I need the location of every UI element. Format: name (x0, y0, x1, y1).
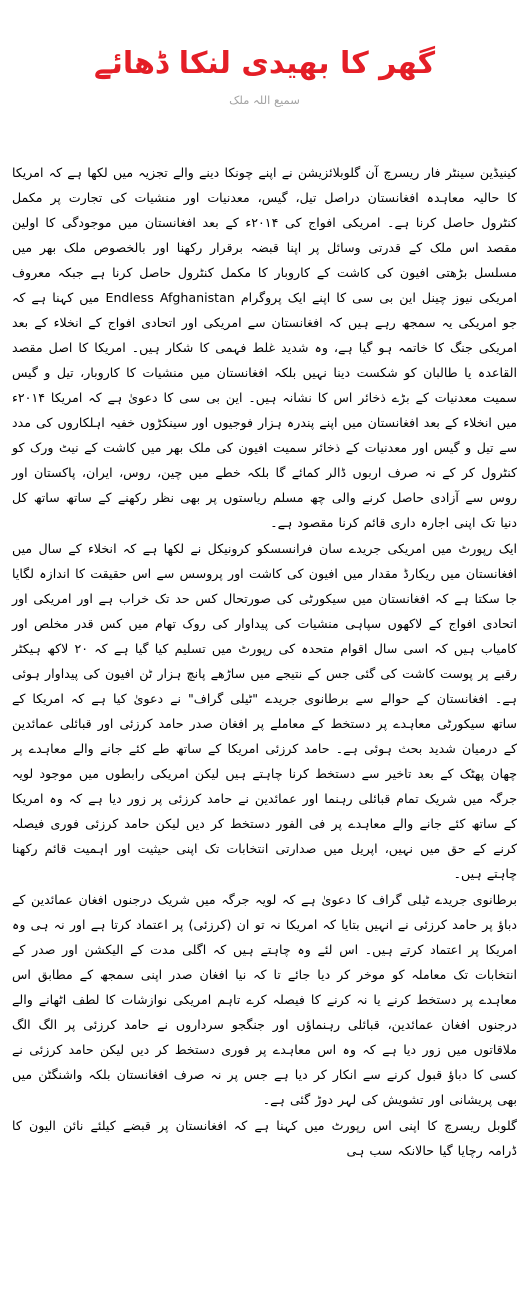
article-headline: گھر کا بھیدی لنکا ڈھائے (93, 46, 436, 81)
article-paragraph-1: کینیڈین سینٹر فار ریسرچ آن گلوبلائزیشن نے اپنے چونکا دینے والے تجزیہ میں لکھا ہے کہ امریکا کا حالیہ معاہدہ افغانستان دراصل تیل، گیس، معدنیات اور منشیات کی تجارت پر مکمل کنٹرول حاصل کرنا ہے۔ امریکی افواج کی ۲۰۱۴ء کے بعد افغانستان میں موجودگی کا اولین مقصد اس ملک کے قدرتی وسائل پر اپنا قبضہ برقرار رکھنا اور بالخصوص ملک بھر میں مسلسل بڑھتی افیون کی کاشت کے کاروبار کا مکمل کنٹرول حاصل کرنا ہے جبکہ معروف امریکی نیوز چینل این بی سی کا اپنے ایک پروگرام Endless Afghanistan میں کہنا ہے کہ جو امریکی یہ سمجھ رہے ہیں کہ افغانستان سے امریکی اور اتحادی افواج کے انخلاء کے بعد امریکی جنگ کا خاتمہ ہو گیا ہے، وہ شدید غلط فہمی کا شکار ہیں۔ امریکا کا اصل مقصد القاعدہ یا طالبان کو شکست دینا نہیں بلکہ افغانستان میں منشیات کا کاروبار، تیل و گیس سمیت معدنیات کے بڑے ذخائر اس کا نشانہ ہیں۔ این بی سی کا دعویٰ ہے کہ امریکا ۲۰۱۴ء میں انخلاء کے بعد افغانستان میں اپنے پندرہ ہزار فوجیوں اور سینکڑوں خفیہ اہلکاروں کی مدد سے تیل و گیس اور معدنیات کے ذخائر سمیت افیون کی ملک بھر میں کاشت کے نیٹ ورک کو کنٹرول کر کے نہ صرف اربوں ڈالر کمائے گا بلکہ خطے میں چین، روس، ایران، پاکستان اور روس سے آزادی حاصل کرنے والی چھ مسلم ریاستوں پر بھی نظر رکھنے کے ساتھ ساتھ کل دنیا تک اپنی اجارہ داری قائم کرنا مقصود ہے۔ (12, 165, 518, 530)
article-paragraph-4: گلوبل ریسرچ کا اپنی اس رپورٹ میں کہنا ہے کہ افغانستان پر قبضے کیلئے نائن الیون کا ڈرامہ رچایا گیا حالانکہ سب ہی (12, 1118, 517, 1158)
author-byline: سمیع اللہ ملک (229, 93, 300, 107)
article-paragraph-2: ایک رپورٹ میں امریکی جریدے سان فرانسسکو کرونیکل نے لکھا ہے کہ انخلاء کے سال میں افغانستان میں ریکارڈ مقدار میں افیون کی کاشت اور پروسس سے اس حقیقت کا اندازہ لگایا جا سکتا ہے کہ افغانستان میں سیکورٹی کی صورتحال کس حد تک خراب ہے اور امریکی اور اتحادی افواج کے لاکھوں سپاہی منشیات کی پیداوار کی روک تھام میں کس قدر مخلص اور کامیاب ہیں کہ اسی سال اقوام متحدہ کی رپورٹ میں تسلیم کیا گیا ہے کہ ۲۰ لاکھ ہیکٹر رقبے پر پوست کاشت کی گئی جس کے نتیجے میں ساڑھے پانچ ہزار ٹن افیون کی پیداوار ہوئی ہے۔ افغانستان کے حوالے سے برطانوی جریدے "ٹیلی گراف" نے دعویٰ کیا ہے کہ امریکا کے ساتھ سیکورٹی معاہدے پر دستخط کے معاملے پر افغان صدر حامد کرزئی اور قبائلی عمائدین کے درمیان شدید بحث ہوئی ہے۔ حامد کرزئی امریکا کے ساتھ طے کئے جانے والے معاہدے پر چھان پھٹک کے بعد تاخیر سے دستخط کرنا چاہتے ہیں لیکن امریکی رابطوں میں موجود لویہ جرگہ میں شریک تمام قبائلی رہنما اور عمائدین نے حامد کرزئی پر زور دیا ہے کہ وہ امریکا کے ساتھ کئے جانے والے معاہدے پر فی الفور دستخط کر دیں لیکن حامد کرزئی فوری فیصلہ کرنے کے حق میں نہیں، اپریل میں صدارتی انتخابات تک اپنی حیثیت اور اہمیت قائم رکھنا چاہتے ہیں۔ (12, 541, 517, 881)
article-page (0, 42, 529, 1300)
article-paragraph-3: برطانوی جریدے ٹیلی گراف کا دعویٰ ہے کہ لویہ جرگہ میں شریک درجنوں افغان عمائدین کے دباؤ پر حامد کرزئی نے انہیں بتایا کہ امریکا نہ تو ان (کرزئی) پر اعتماد کرتا ہے اور نہ ہی وہ امریکا پر اعتماد کرتے ہیں۔ اس لئے وہ چاہتے ہیں کہ اگلی مدت کے الیکشن اور صدر کے انتخابات تک معاملہ کو موخر کر دیا جائے تا کہ نیا افغان صدر اپنی سمجھ کے مطابق اس معاہدے پر دستخط کرنے یا نہ کرنے کا فیصلہ کرے تاہم امریکی نوازشات کا لطف اٹھانے والے درجنوں افغان عمائدین، قبائلی رہنماؤں اور جنگجو سرداروں نے حامد کرزئی پر الگ الگ ملاقاتوں میں زور دیا ہے کہ وہ اس معاہدے پر فوری دستخط کر دیں لیکن حامد کرزئی نے کسی کا دباؤ قبول کرنے سے انکار کر دیا ہے جس پر نہ صرف افغانستان بلکہ واشنگٹن میں بھی پریشانی اور تشویش کی لہر دوڑ گئی ہے۔ (12, 892, 517, 1107)
article-body (12, 160, 517, 1163)
